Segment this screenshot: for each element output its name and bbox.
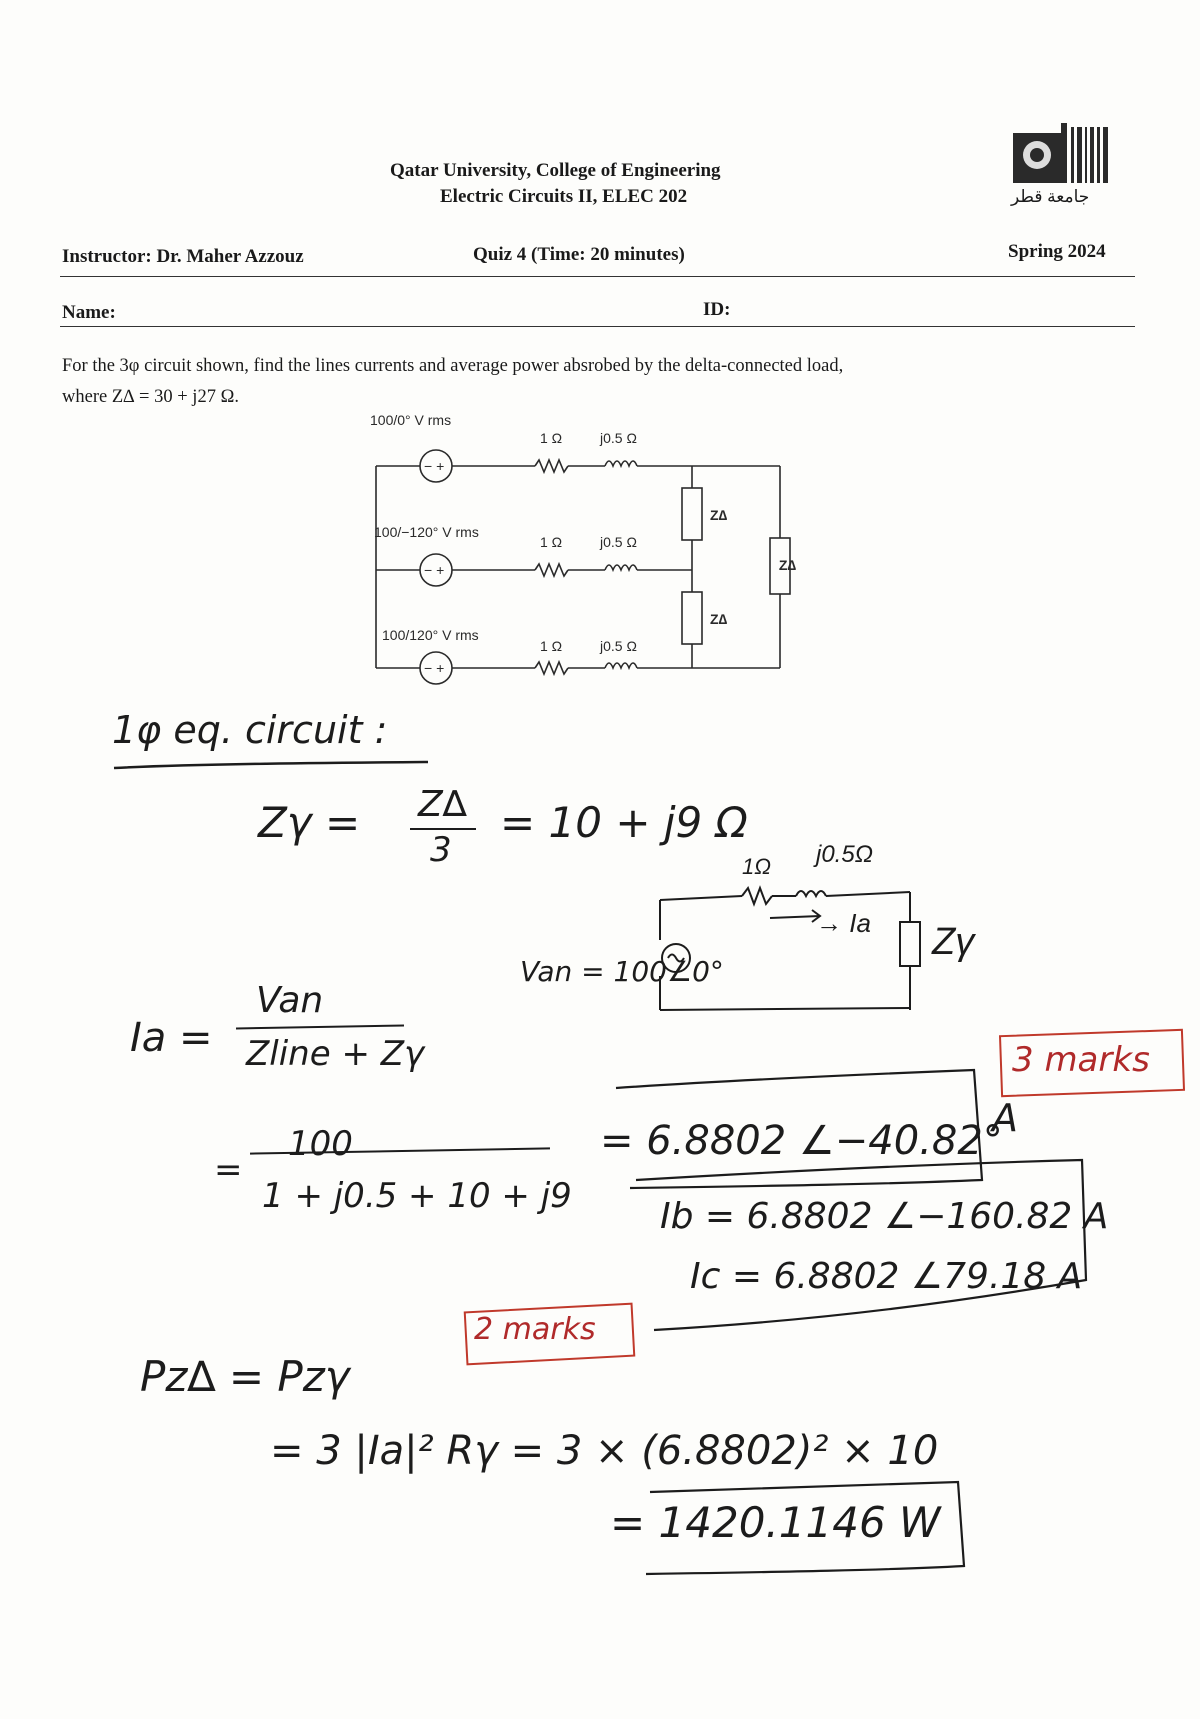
problem-line-2: where Z∆ = 30 + j27 Ω. — [62, 387, 239, 407]
zy-result: = 10 + j9 Ω — [500, 798, 748, 847]
source-b-label: 100/−120° V rms — [374, 524, 479, 540]
source-a-polarity: − + — [424, 458, 445, 474]
id-label: ID: — [703, 299, 731, 320]
course-title: Electric Circuits II, ELEC 202 — [440, 186, 688, 207]
eq-inductor-label: j0.5Ω — [816, 841, 873, 868]
zy-denominator: 3 — [430, 830, 452, 870]
power-result: = 1420.1146 W — [610, 1498, 941, 1547]
load-bc-label: Z∆ — [710, 611, 728, 627]
single-phase-equivalent-circuit — [520, 840, 1000, 1020]
power-line-2: = 3 |Ia|² Rγ = 3 × (6.8802)² × 10 — [270, 1428, 939, 1474]
line-b-resistor-label: 1 Ω — [540, 534, 563, 550]
load-ca-label: Z∆ — [778, 557, 796, 573]
eq-current-label: → Ia — [816, 908, 871, 938]
marks-3-label: 3 marks — [1012, 1040, 1150, 1080]
marks-2-label: 2 marks — [474, 1312, 596, 1347]
line-c-resistor-label: 1 Ω — [540, 638, 563, 654]
logo-arabic-text: جامعة قطر — [1011, 187, 1090, 206]
source-b-polarity: − + — [424, 562, 445, 578]
ib-ic-result-box — [630, 1140, 1090, 1340]
load-ab-label: Z∆ — [710, 507, 728, 523]
instructor: Instructor: Dr. Maher Azzouz — [62, 246, 304, 267]
term: Spring 2024 — [1008, 241, 1106, 262]
problem-line-1: For the 3φ circuit shown, find the lines currents and average power absrobed by the delta-connected load, — [62, 356, 844, 376]
ia-lhs: Ia = — [130, 1015, 213, 1061]
source-a-label: 100/0° V rms — [370, 412, 452, 428]
quiz-title: Quiz 4 (Time: 20 minutes) — [473, 244, 685, 265]
ic-result: Ic = 6.8802 ∠79.18 A — [690, 1256, 1083, 1297]
zy-lhs: Zγ = — [258, 798, 361, 847]
ia-equals: = — [214, 1150, 243, 1190]
ia-numerator: Van — [256, 980, 324, 1021]
ia-denominator: Zline + Zγ — [246, 1034, 425, 1074]
source-c-label: 100/120° V rms — [382, 627, 479, 643]
university-logo — [1005, 115, 1115, 215]
header-divider — [60, 276, 1135, 277]
eq-source-label: Van = 100∠0° — [520, 955, 724, 988]
ia-denominator-2: 1 + j0.5 + 10 + j9 — [262, 1176, 572, 1216]
ia-result-value: = 6.8802 ∠−40.82° — [600, 1118, 1003, 1164]
ia-fraction-bar — [236, 1025, 404, 1030]
heading-underline — [112, 760, 432, 772]
ib-result: Ib = 6.8802 ∠−160.82 A — [660, 1196, 1109, 1237]
ia-result-unit: A — [992, 1096, 1018, 1140]
zy-numerator: Z∆ — [418, 784, 467, 825]
line-a-inductor-label: j0.5 Ω — [600, 430, 637, 446]
line-c-inductor-label: j0.5 Ω — [600, 638, 637, 654]
line-a-resistor-label: 1 Ω — [540, 430, 563, 446]
power-line-1: Pz∆ = Pzγ — [140, 1352, 350, 1401]
eq-zy-label: Zγ — [932, 921, 975, 963]
solution-heading: 1φ eq. circuit : — [112, 708, 388, 752]
ia-numerator-2: 100 — [288, 1124, 353, 1164]
name-label: Name: — [62, 302, 116, 323]
eq-resistor-label: 1Ω — [742, 854, 771, 879]
name-divider — [60, 326, 1135, 327]
line-b-inductor-label: j0.5 Ω — [600, 534, 637, 550]
three-phase-circuit-diagram — [360, 410, 800, 690]
source-c-polarity: − + — [424, 660, 445, 676]
university-title: Qatar University, College of Engineering — [390, 160, 721, 181]
